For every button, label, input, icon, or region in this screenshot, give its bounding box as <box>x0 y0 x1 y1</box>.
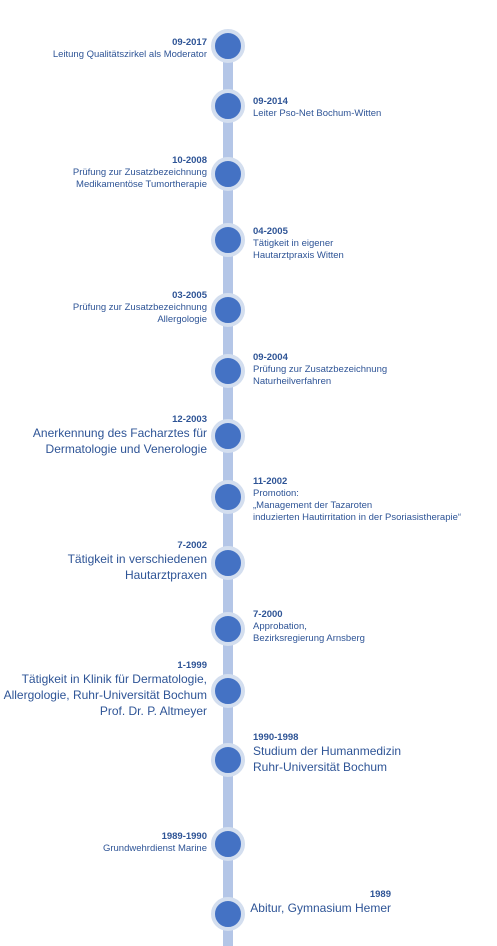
timeline-node <box>211 223 245 257</box>
timeline-entry <box>68 540 207 584</box>
timeline-entry <box>33 414 207 458</box>
timeline-node <box>211 743 245 777</box>
timeline-node <box>211 480 245 514</box>
entry-date: 04-2005 <box>253 226 288 237</box>
entry-date: 09-2014 <box>253 96 288 107</box>
timeline-node <box>211 827 245 861</box>
timeline-node <box>211 157 245 191</box>
entry-date: 7-2000 <box>253 609 283 620</box>
entry-text: Leitung Qualitätszirkel als Moderator <box>52 48 207 60</box>
timeline-node <box>211 674 245 708</box>
timeline-node <box>211 89 245 123</box>
timeline-entry <box>250 889 391 917</box>
timeline-node <box>211 897 245 931</box>
timeline-entry <box>73 290 207 326</box>
entry-text: Prüfung zur Zusatzbezeichnung Naturheilverfahren <box>253 363 388 387</box>
timeline-entry <box>253 609 365 645</box>
timeline-entry <box>103 831 207 855</box>
entry-date: 09-2004 <box>253 352 288 363</box>
entry-text: Prüfung zur Zusatzbezeichnung Medikamentöse Tumortherapie <box>72 166 207 190</box>
timeline-node <box>211 29 245 63</box>
entry-date: 09-2017 <box>172 37 207 48</box>
entry-date: 1990-1998 <box>253 732 299 743</box>
entry-text: Studium der Humanmedizin Ruhr-Universität Bochum <box>253 743 402 774</box>
timeline-node <box>211 546 245 580</box>
entry-date: 1989 <box>369 889 391 900</box>
entry-date: 11-2002 <box>253 476 288 487</box>
timeline-entry <box>253 732 401 776</box>
timeline-entry <box>253 226 344 262</box>
entry-text: Tätigkeit in verschiedenen Hautarztpraxen <box>67 551 207 582</box>
entry-text: Promotion: „Management der Tazaroten induzierten Hautirritation in der Psoriasistherapie“ <box>253 487 462 523</box>
entry-date: 03-2005 <box>172 290 207 301</box>
entry-date: 1-1999 <box>177 660 207 671</box>
timeline-node <box>211 354 245 388</box>
timeline-node <box>211 293 245 327</box>
timeline-node <box>211 612 245 646</box>
entry-text: Approbation, Bezirksregierung Arnsberg <box>253 620 365 644</box>
entry-text: Grundwehrdienst Marine <box>102 842 207 854</box>
timeline-entry <box>253 96 381 120</box>
entry-text: Tätigkeit in eigener Hautarztpraxis Witten <box>253 237 344 261</box>
entry-text: Leiter Pso-Net Bochum-Witten <box>253 107 382 119</box>
timeline-entry <box>53 37 207 61</box>
entry-date: 7-2002 <box>177 540 207 551</box>
timeline-node <box>211 419 245 453</box>
timeline-entry <box>253 352 387 388</box>
timeline-entry <box>253 476 461 524</box>
entry-text: Tätigkeit in Klinik für Dermatologie, Allergologie, Ruhr-Universität Bochum Prof. Dr. P. Altmeyer <box>3 671 207 718</box>
entry-date: 10-2008 <box>172 155 207 166</box>
timeline-entry <box>73 155 207 191</box>
entry-date: 12-2003 <box>172 414 207 425</box>
timeline-entry <box>4 660 207 719</box>
entry-text: Anerkennung des Facharztes für Dermatologie und Venerologie <box>32 425 207 456</box>
entry-text: Prüfung zur Zusatzbezeichnung Allergologie <box>72 301 207 325</box>
entry-text: Abitur, Gymnasium Hemer <box>250 900 391 915</box>
entry-date: 1989-1990 <box>161 831 207 842</box>
